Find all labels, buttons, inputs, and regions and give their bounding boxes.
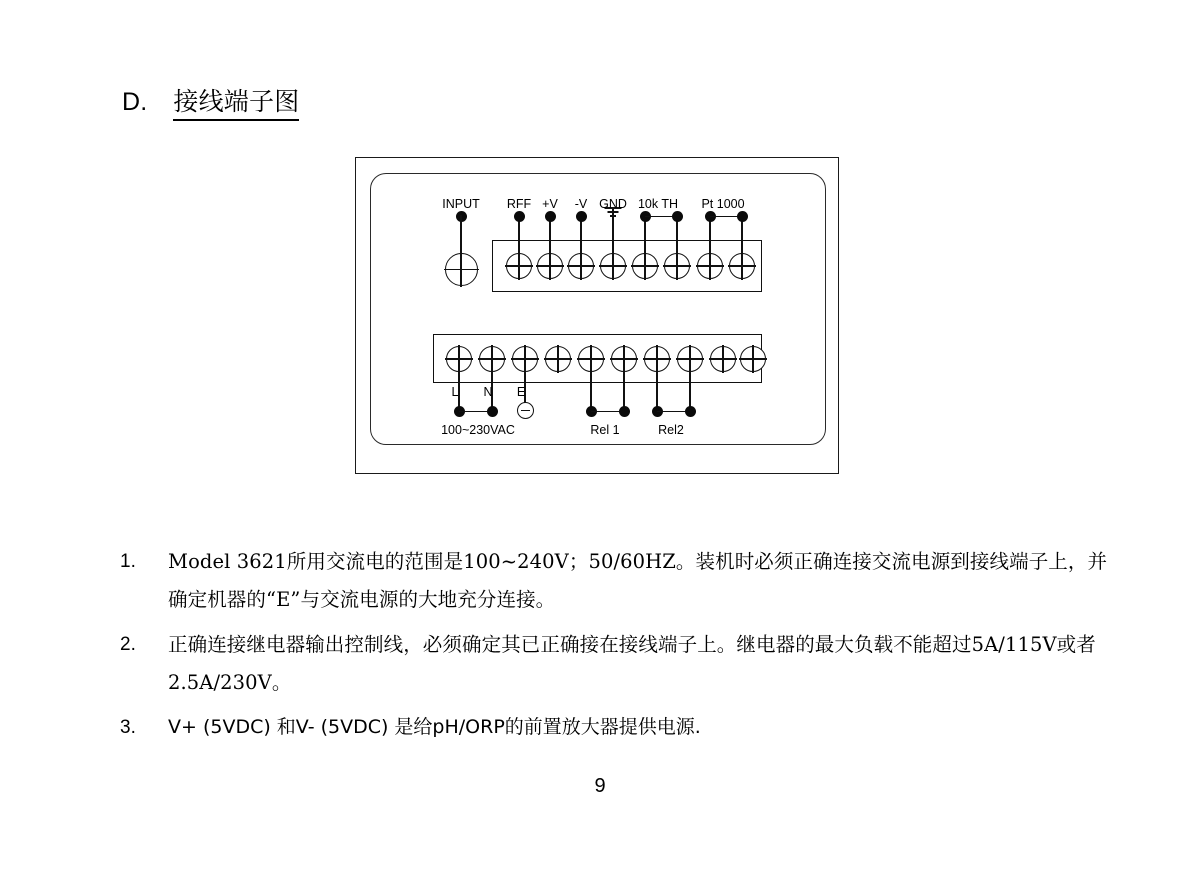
bridge-10k-th bbox=[645, 216, 672, 218]
note-number: 1. bbox=[120, 551, 136, 572]
page-title: 接线端子图 bbox=[173, 88, 299, 121]
label-10k-th: 10k TH bbox=[637, 197, 679, 211]
terminal-top-8 bbox=[729, 253, 755, 279]
node-rel2-b bbox=[685, 406, 696, 417]
lead-rel2-b bbox=[689, 372, 691, 410]
note-item bbox=[120, 626, 1110, 702]
bridge-rel2 bbox=[657, 411, 685, 413]
terminal-top-5 bbox=[632, 253, 658, 279]
terminal-bottom-9 bbox=[710, 346, 736, 372]
terminal-top-4 bbox=[600, 253, 626, 279]
terminal-bottom-4 bbox=[545, 346, 571, 372]
wiring-terminal-diagram bbox=[355, 157, 839, 474]
node-n bbox=[487, 406, 498, 417]
bridge-pt1000 bbox=[710, 216, 737, 218]
label-mains-voltage: 100~230VAC bbox=[441, 423, 515, 437]
terminal-top-2 bbox=[537, 253, 563, 279]
section-heading bbox=[122, 88, 299, 121]
node-vplus bbox=[545, 211, 556, 222]
label-e: E bbox=[516, 385, 526, 399]
terminal-top-6 bbox=[664, 253, 690, 279]
node-vminus bbox=[576, 211, 587, 222]
terminal-bottom-3 bbox=[512, 346, 538, 372]
node-rff bbox=[514, 211, 525, 222]
note-item bbox=[120, 709, 1110, 746]
lead-rel2-a bbox=[656, 372, 658, 410]
earth-symbol-e bbox=[517, 402, 534, 419]
label-v-minus: -V bbox=[574, 197, 588, 211]
bridge-rel1 bbox=[591, 411, 619, 413]
note-text: Model 3621所用交流电的范围是100~240V；50/60HZ。装机时必须正确连接交流电源到接线端子上，并确定机器的“E”与交流电源的大地充分连接。 bbox=[168, 550, 1108, 612]
terminal-bottom-2 bbox=[479, 346, 505, 372]
terminal-bottom-5 bbox=[578, 346, 604, 372]
note-text: 正确连接继电器输出控制线，必须确定其已正确接在接线端子上。继电器的最大负载不能超过5A/115V或者2.5A/230V。 bbox=[168, 633, 1096, 695]
page-number: 9 bbox=[594, 775, 606, 797]
note-number: 2. bbox=[120, 634, 136, 656]
terminal-top-7 bbox=[697, 253, 723, 279]
node-th-b bbox=[672, 211, 683, 222]
terminal-input bbox=[445, 253, 478, 286]
terminal-top-3 bbox=[568, 253, 594, 279]
label-rff: RFF bbox=[506, 197, 532, 211]
label-relay-1: Rel 1 bbox=[590, 423, 620, 437]
terminal-bottom-1 bbox=[446, 346, 472, 372]
terminal-bottom-7 bbox=[644, 346, 670, 372]
label-gnd: GND bbox=[599, 197, 627, 211]
node-pt-b bbox=[737, 211, 748, 222]
terminal-bottom-10 bbox=[740, 346, 766, 372]
note-text: V+ (5VDC) 和V- (5VDC) 是给pH/ORP的前置放大器提供电源. bbox=[168, 716, 701, 739]
terminal-top-1 bbox=[506, 253, 532, 279]
device-enclosure-outline bbox=[370, 173, 826, 445]
label-v-plus: +V bbox=[542, 197, 558, 211]
section-letter: D. bbox=[122, 88, 148, 116]
label-l: L bbox=[451, 385, 459, 399]
bridge-mains bbox=[459, 411, 487, 413]
label-n: N bbox=[483, 385, 493, 399]
label-relay-2: Rel2 bbox=[658, 423, 684, 437]
lead-rel1-a bbox=[590, 372, 592, 410]
lead-rel1-b bbox=[623, 372, 625, 410]
terminal-bottom-8 bbox=[677, 346, 703, 372]
note-number: 3. bbox=[120, 717, 136, 739]
label-input: INPUT bbox=[442, 197, 480, 211]
label-pt-1000: Pt 1000 bbox=[701, 197, 745, 211]
node-rel1-b bbox=[619, 406, 630, 417]
terminal-bottom-6 bbox=[611, 346, 637, 372]
notes-list bbox=[120, 543, 1110, 753]
note-item bbox=[120, 543, 1110, 619]
